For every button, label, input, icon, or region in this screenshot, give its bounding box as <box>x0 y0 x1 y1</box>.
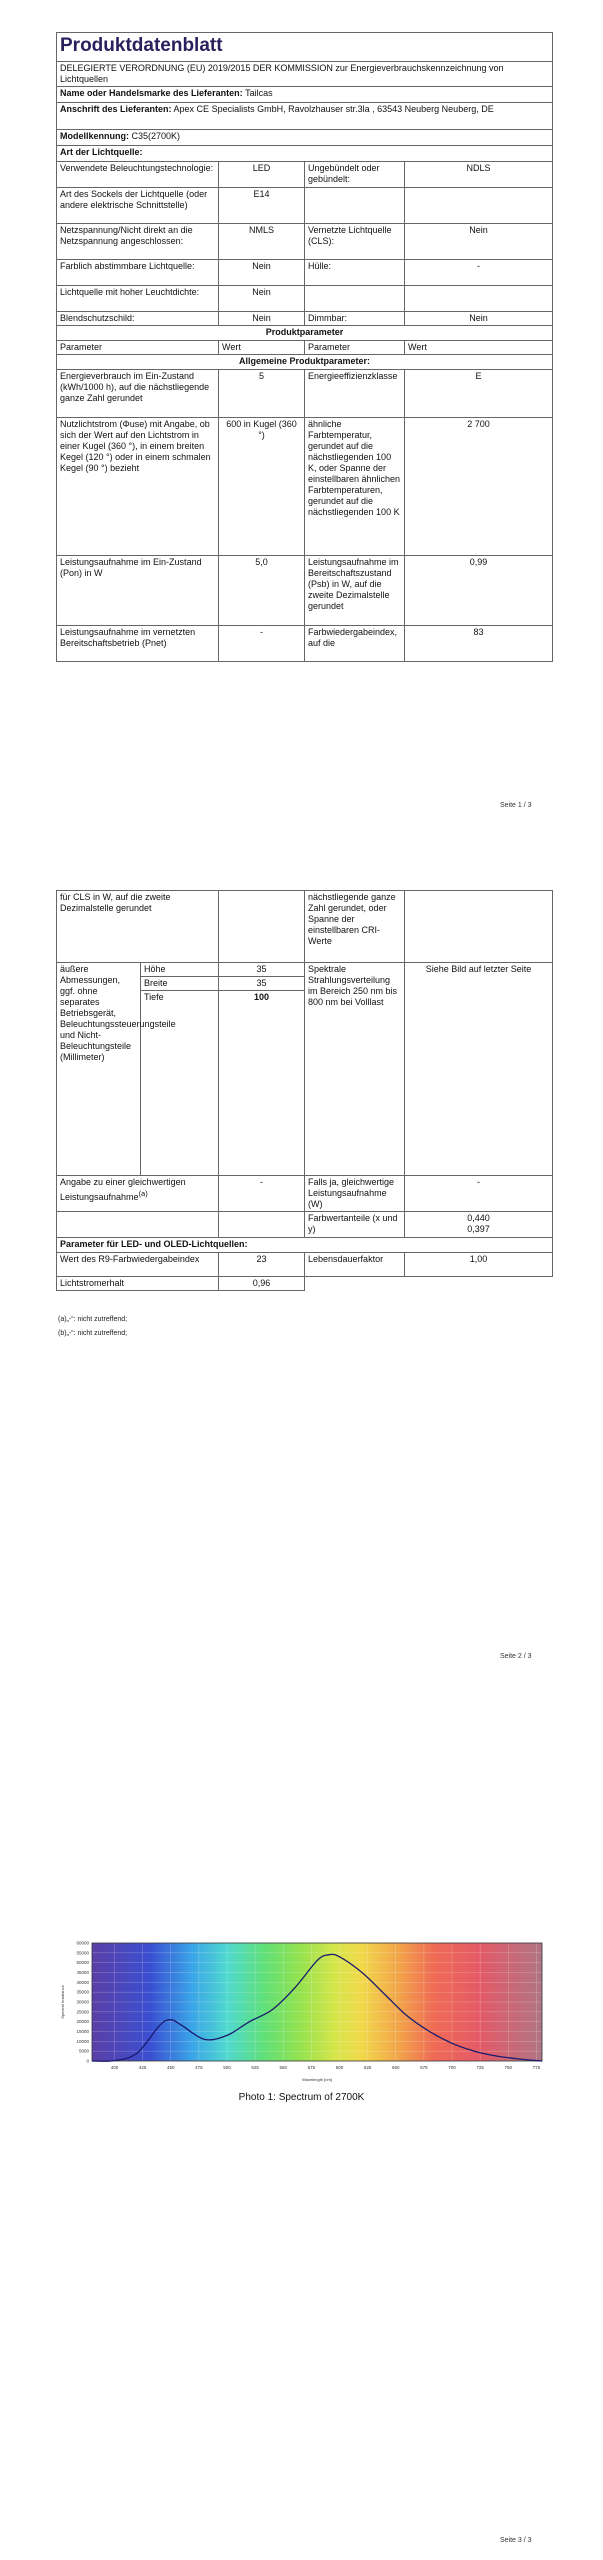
x-tick-label: 725 <box>476 2065 484 2070</box>
page-number: Seite 3 / 3 <box>500 2537 532 2544</box>
equivalent-power-r-label: Falls ja, gleichwertige Leistungsaufnahme (W) <box>305 1176 405 1212</box>
x-tick-label: 575 <box>307 2065 316 2070</box>
survival-factor-value: 1,00 <box>405 1253 553 1277</box>
lumen-maintenance-label: Lichtstromerhalt <box>57 1277 219 1291</box>
row-value: - <box>405 260 553 286</box>
continued-right-text: nächstliegende ganze Zahl gerundet, oder Spanne der einstellbaren CRI-Werte <box>305 891 405 963</box>
dimensions-label: äußere Abmessungen, ggf. ohne separates Betriebsgerät, Beleuchtungssteuerungsteile und Nicht-Beleuchtungsteile (Millimeter) <box>57 963 141 1176</box>
dimension-depth-label: Tiefe <box>141 991 219 1176</box>
x-axis-label: Wavelength [nm] <box>302 2077 332 2082</box>
row-label: Hülle: <box>305 260 405 286</box>
x-tick-label: 750 <box>504 2065 513 2070</box>
x-tick-label: 450 <box>166 2065 175 2070</box>
row-value: NDLS <box>405 162 553 188</box>
y-tick-label: 5000 <box>78 2048 89 2054</box>
row-value: E14 <box>219 188 305 224</box>
x-tick-label: 500 <box>223 2065 231 2070</box>
row-label: Vernetzte Lichtquelle (CLS): <box>305 224 405 260</box>
dimension-depth-value: 100 <box>219 991 305 1176</box>
x-tick-label: 525 <box>251 2065 259 2070</box>
y-tick-label: 50000 <box>76 1960 89 1966</box>
dimension-width-label: Breite <box>141 977 219 991</box>
chromaticity-label: Farbwertanteile (x und y) <box>305 1212 405 1238</box>
y-tick-label: 20000 <box>76 2019 89 2025</box>
y-tick-labels <box>76 1941 89 2064</box>
param-value: 0,99 <box>405 556 553 626</box>
row-label: Farblich abstimmbare Lichtquelle: <box>57 260 219 286</box>
col-header-value: Wert <box>405 341 553 355</box>
r9-label: Wert des R9-Farbwiedergabeindex <box>57 1253 219 1277</box>
y-tick-label: 0 <box>86 2058 89 2064</box>
model-value: C35(2700K) <box>131 131 181 141</box>
param-label: Farbwiedergabeindex, auf die <box>305 626 405 662</box>
continued-left-text: für CLS in W, auf die zweite Dezimalstelle gerundet <box>57 891 219 963</box>
param-label: Leistungsaufnahme im Bereitschaftszustand (Psb) in W, auf die zweite Dezimalstelle gerundet <box>305 556 405 626</box>
spectral-label: Spektrale Strahlungsverteilung im Bereich 250 nm bis 800 nm bei Volllast <box>305 963 405 1176</box>
chromaticity-y: 0,397 <box>467 1224 490 1234</box>
row-label: Dimmbar: <box>305 312 405 326</box>
row-label <box>305 188 405 224</box>
param-value: E <box>405 370 553 418</box>
y-tick-label: 15000 <box>76 2029 89 2034</box>
param-value: 83 <box>405 626 553 662</box>
footnote-marker: (a) <box>138 1189 148 1198</box>
equivalent-power-r-value: - <box>405 1176 553 1212</box>
x-tick-label: 400 <box>110 2065 119 2070</box>
page-title: Produktdatenblatt <box>60 35 223 56</box>
supplier-address-label: Anschrift des Lieferanten: <box>60 104 172 114</box>
param-label: Energieeffizienzklasse <box>305 370 405 418</box>
y-tick-label: 30000 <box>76 1999 89 2005</box>
row-value: LED <box>219 162 305 188</box>
x-tick-label: 550 <box>279 2065 288 2070</box>
general-params-header: Allgemeine Produktparameter: <box>57 355 553 370</box>
x-tick-label: 600 <box>335 2065 344 2070</box>
page-number: Seite 2 / 3 <box>500 1653 532 1660</box>
spectrum-chart <box>0 1935 603 2085</box>
r9-value: 23 <box>219 1253 305 1277</box>
col-header-value: Wert <box>219 341 305 355</box>
chromaticity-x: 0,440 <box>467 1213 490 1223</box>
x-tick-labels <box>111 2065 541 2070</box>
supplier-name-label: Name oder Handelsmarke des Lieferanten: <box>60 88 243 98</box>
x-tick-label: 775 <box>532 2065 541 2070</box>
x-tick-label: 625 <box>363 2065 372 2070</box>
datasheet-table-page2 <box>56 890 553 1291</box>
survival-factor-label: Lebensdauerfaktor <box>305 1253 405 1277</box>
param-value: 600 in Kugel (360 °) <box>219 418 305 556</box>
col-header-param: Parameter <box>305 341 405 355</box>
lumen-maintenance-value: 0,96 <box>219 1277 305 1291</box>
page-number: Seite 1 / 3 <box>500 802 532 809</box>
row-label: Blendschutzschild: <box>57 312 219 326</box>
y-tick-label: 45000 <box>76 1970 89 1975</box>
product-params-header: Produktparameter <box>57 326 553 341</box>
col-header-param: Parameter <box>57 341 219 355</box>
datasheet-table-page1 <box>56 32 553 662</box>
row-value: Nein <box>219 286 305 312</box>
equivalent-power-label: Angabe zu einer gleichwertigen Leistungsaufnahme <box>60 1177 186 1202</box>
x-tick-label: 675 <box>420 2065 428 2070</box>
x-tick-label: 700 <box>448 2065 456 2070</box>
y-tick-label: 60000 <box>76 1940 89 1946</box>
spectral-value: Siehe Bild auf letzter Seite <box>405 963 553 1176</box>
row-value <box>405 188 553 224</box>
dimension-height-value: 35 <box>219 963 305 977</box>
row-label: Art des Sockels der Lichtquelle (oder andere elektrische Schnittstelle) <box>57 188 219 224</box>
y-tick-label: 35000 <box>76 1989 89 1995</box>
equivalent-power-value: - <box>219 1176 305 1212</box>
model-label: Modellkennung: <box>60 131 129 141</box>
param-value: 5 <box>219 370 305 418</box>
row-value: Nein <box>219 260 305 286</box>
row-value: NMLS <box>219 224 305 260</box>
param-value: 2 700 <box>405 418 553 556</box>
param-value: 5,0 <box>219 556 305 626</box>
supplier-name-value: Tailcas <box>245 88 273 98</box>
row-label: Verwendete Beleuchtungstechnologie: <box>57 162 219 188</box>
row-label: Ungebündelt oder gebündelt: <box>305 162 405 188</box>
dimension-width-value: 35 <box>219 977 305 991</box>
page-1 <box>0 0 603 809</box>
y-axis-label: Spectral Irradiance <box>60 1985 65 2019</box>
x-tick-label: 650 <box>391 2065 400 2070</box>
x-tick-label: 475 <box>195 2065 203 2070</box>
param-label: Leistungsaufnahme im vernetzten Bereitschaftsbetrieb (Pnet) <box>57 626 219 662</box>
param-label: Nutzlichtstrom (Φuse) mit Angabe, ob sich der Wert auf den Lichtstrom in einer Kugel (360 °), in einem breiten Kegel (120 °) oder in einem schmalen Kegel (90 °) bezieht <box>57 418 219 556</box>
y-tick-label: 55000 <box>76 1950 89 1956</box>
y-tick-label: 40000 <box>76 1979 89 1985</box>
supplier-address-value: Apex CE Specialists GmbH, Ravolzhauser str.3la , 63543 Neuberg Neuberg, DE <box>173 104 494 114</box>
param-value: - <box>219 626 305 662</box>
row-value: Nein <box>219 312 305 326</box>
row-label: Netzspannung/Nicht direkt an die Netzspannung angeschlossen: <box>57 224 219 260</box>
x-tick-label: 425 <box>138 2065 147 2070</box>
y-tick-label: 10000 <box>76 2038 89 2044</box>
y-tick-label: 25000 <box>76 2009 89 2015</box>
led-params-header: Parameter für LED- und OLED-Lichtquellen: <box>57 1238 553 1253</box>
row-value <box>405 286 553 312</box>
regulation-text: DELEGIERTE VERORDNUNG (EU) 2019/2015 DER KOMMISSION zur Energieverbrauchskennzeichnung von Lichtquellen <box>57 62 553 87</box>
light-type-header: Art der Lichtquelle: <box>57 146 553 162</box>
row-label: Lichtquelle mit hoher Leuchtdichte: <box>57 286 219 312</box>
param-label: Leistungsaufnahme im Ein-Zustand (Pon) in W <box>57 556 219 626</box>
footnote-a: (a)„-“: nicht zutreffend; <box>58 1316 128 1323</box>
param-label: ähnliche Farbtemperatur, gerundet auf die nächstliegenden 100 K, oder Spanne der einstellbaren ähnlichen Farbtemperaturen, gerundet auf die nächstliegenden 100 K <box>305 418 405 556</box>
row-value: Nein <box>405 312 553 326</box>
dimension-height-label: Höhe <box>141 963 219 977</box>
figure-caption: Photo 1: Spectrum of 2700K <box>238 2092 365 2103</box>
param-label: Energieverbrauch im Ein-Zustand (kWh/1000 h), auf die nächstliegende ganze Zahl gerundet <box>57 370 219 418</box>
row-value: Nein <box>405 224 553 260</box>
row-label <box>305 286 405 312</box>
footnote-b: (b)„-“: nicht zutreffend; <box>58 1330 128 1337</box>
